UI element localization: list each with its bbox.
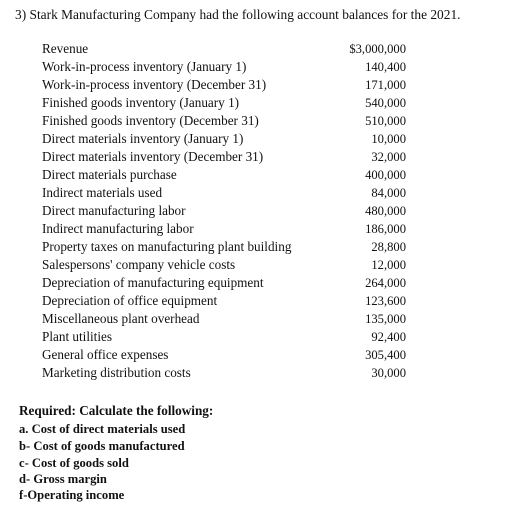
account-label: Work-in-process inventory (December 31) <box>42 77 267 92</box>
account-label: Marketing distribution costs <box>42 365 191 380</box>
account-label: Salespersons' company vehicle costs <box>42 257 236 272</box>
table-row <box>42 76 406 94</box>
table-row <box>42 184 406 202</box>
account-value: 92,400 <box>371 330 406 344</box>
account-label: Revenue <box>42 41 89 56</box>
account-label: Property taxes on manufacturing plant building <box>42 239 292 254</box>
required-item: b- Cost of goods manufactured <box>19 439 185 453</box>
account-label: Miscellaneous plant overhead <box>42 311 200 326</box>
question-heading: 3) Stark Manufacturing Company had the following account balances for the 2021. <box>15 7 461 22</box>
account-label: Depreciation of office equipment <box>42 293 218 308</box>
account-label: Direct materials inventory (December 31) <box>42 149 264 164</box>
account-value: 84,000 <box>371 186 406 200</box>
account-label: Direct materials purchase <box>42 167 177 182</box>
account-value: 12,000 <box>371 258 406 272</box>
table-row <box>42 328 406 346</box>
account-value: 10,000 <box>371 132 406 146</box>
table-row <box>42 112 406 130</box>
account-value: 140,400 <box>365 60 406 74</box>
account-label: Depreciation of manufacturing equipment <box>42 275 264 290</box>
account-label: Indirect materials used <box>42 185 163 200</box>
account-balances-table <box>42 40 406 382</box>
table-row <box>42 148 406 166</box>
table-row <box>42 292 406 310</box>
account-value: 400,000 <box>365 168 406 182</box>
account-label: Finished goods inventory (December 31) <box>42 113 259 128</box>
table-row <box>42 256 406 274</box>
required-item: d- Gross margin <box>19 472 107 486</box>
account-label: Finished goods inventory (January 1) <box>42 95 240 110</box>
table-row <box>42 364 406 382</box>
account-value: 305,400 <box>365 348 406 362</box>
account-value: 30,000 <box>371 366 406 380</box>
table-row <box>42 202 406 220</box>
table-row <box>42 58 406 76</box>
required-item: a. Cost of direct materials used <box>19 422 186 436</box>
account-value: $3,000,000 <box>349 42 406 56</box>
table-row <box>42 238 406 256</box>
account-value: 28,800 <box>371 240 406 254</box>
account-value: 32,000 <box>371 150 406 164</box>
account-value: 264,000 <box>365 276 406 290</box>
account-value: 135,000 <box>365 312 406 326</box>
table-row <box>42 40 406 58</box>
account-value: 540,000 <box>365 96 406 110</box>
table-row <box>42 130 406 148</box>
required-item: c- Cost of goods sold <box>19 456 129 470</box>
account-label: Direct manufacturing labor <box>42 203 186 218</box>
required-title: Required: Calculate the following: <box>19 403 214 418</box>
account-value: 171,000 <box>365 78 406 92</box>
account-label: Plant utilities <box>42 329 112 344</box>
table-row <box>42 94 406 112</box>
account-value: 480,000 <box>365 204 406 218</box>
account-label: General office expenses <box>42 347 169 362</box>
account-value: 123,600 <box>365 294 406 308</box>
table-row <box>42 346 406 364</box>
table-row <box>42 220 406 238</box>
account-label: Work-in-process inventory (January 1) <box>42 59 247 74</box>
required-section <box>19 402 213 503</box>
account-label: Direct materials inventory (January 1) <box>42 131 244 146</box>
required-item: f-Operating income <box>19 488 125 502</box>
account-label: Indirect manufacturing labor <box>42 221 194 236</box>
table-row <box>42 274 406 292</box>
table-row <box>42 310 406 328</box>
account-value: 186,000 <box>365 222 406 236</box>
table-row <box>42 166 406 184</box>
account-value: 510,000 <box>365 114 406 128</box>
